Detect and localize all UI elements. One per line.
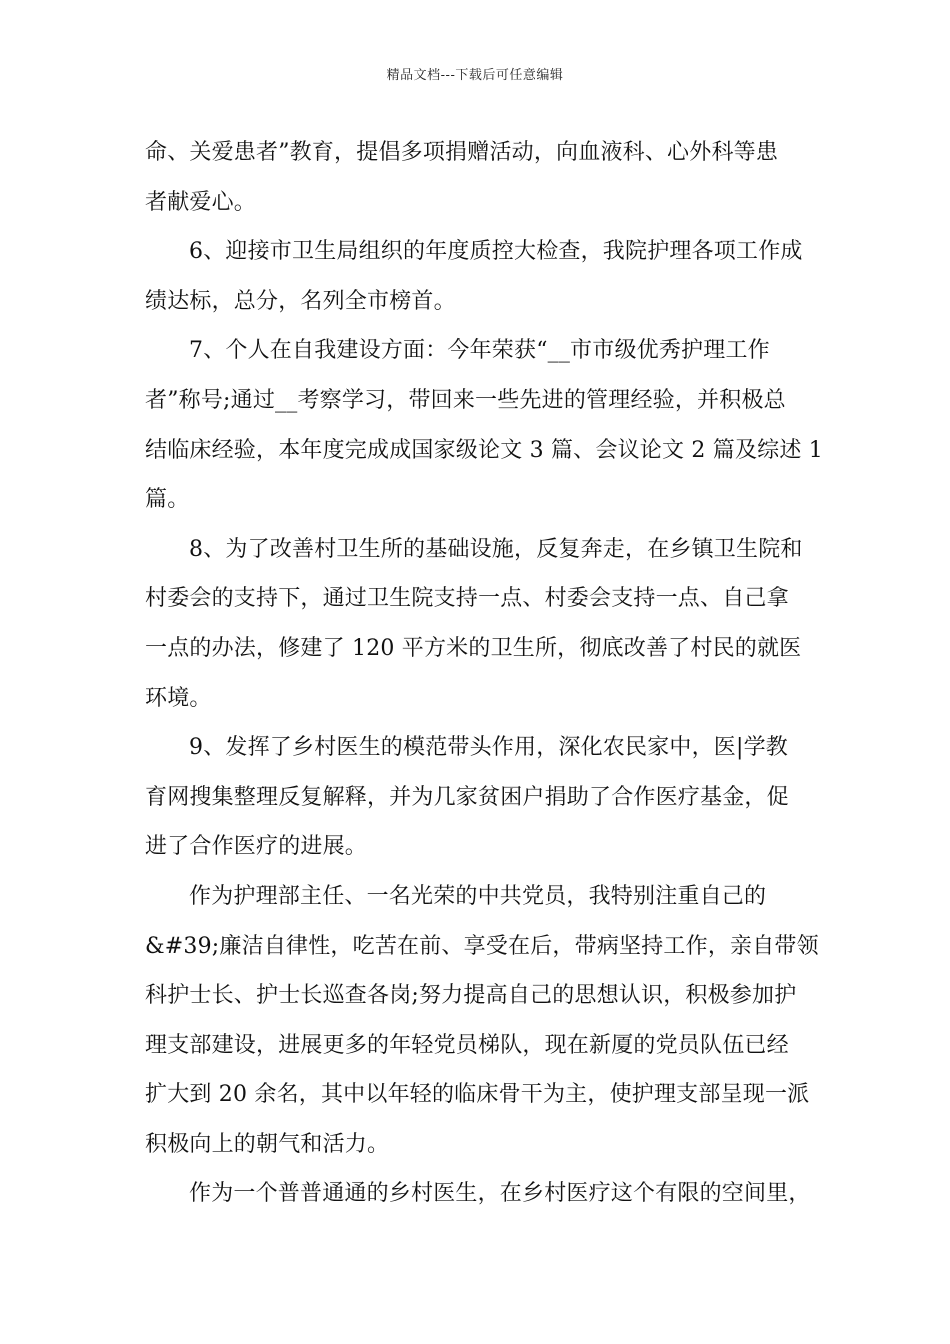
- text-line: 村委会的支持下，通过卫生院支持一点、村委会支持一点、自己拿: [145, 586, 789, 612]
- text-line: 者献爱心。: [145, 189, 257, 215]
- text-line: 科护士长、护士长巡查各岗;努力提高自己的思想认识，积极参加护: [145, 983, 797, 1009]
- text-line: 6、迎接市卫生局组织的年度质控大检查，我院护理各项工作成: [189, 239, 803, 265]
- text-line: 育网搜集整理反复解释，并为几家贫困户捐助了合作医疗基金，促: [145, 784, 789, 810]
- text-line: 命、关爱患者”教育，提倡多项捐赠活动，向血液科、心外科等患: [145, 140, 779, 165]
- text-line: 扩大到 20 余名，其中以年轻的临床骨干为主，使护理支部呈现一派: [145, 1082, 810, 1108]
- page-header: 精品文档---下载后可任意编辑: [386, 68, 564, 83]
- text-line: 者”称号;通过__考察学习，带回来一些先进的管理经验，并积极总: [145, 387, 786, 413]
- text-line: 作为护理部主任、一名光荣的中共党员，我特别注重自己的: [189, 883, 767, 909]
- text-line: 8、为了改善村卫生所的基础设施，反复奔走，在乡镇卫生院和: [189, 536, 803, 562]
- text-line: 结临床经验，本年度完成成国家级论文 3 篇、会议论文 2 篇及综述 1: [145, 437, 823, 463]
- text-line: 理支部建设，进展更多的年轻党员梯队，现在新厦的党员队伍已经: [145, 1032, 789, 1058]
- text-line: 一点的办法，修建了 120 平方米的卫生所，彻底改善了村民的就医: [145, 635, 802, 661]
- text-line: 绩达标，总分，名列全市榜首。: [145, 288, 456, 314]
- text-line: 9、发挥了乡村医生的模范带头作用，深化农民家中，医|学教: [189, 735, 789, 761]
- document-body: [145, 128, 823, 1219]
- text-line: 进了合作医疗的进展。: [145, 834, 368, 860]
- text-line: 积极向上的朝气和活力。: [145, 1131, 390, 1157]
- text-line: 篇。: [145, 487, 190, 513]
- text-line: &#39;廉洁自律性，吃苦在前、享受在后，带病坚持工作，亲自带领: [145, 933, 819, 959]
- text-line: 7、个人在自我建设方面：今年荣获“__市市级优秀护理工作: [189, 338, 770, 364]
- text-line: 作为一个普普通通的乡村医生，在乡村医疗这个有限的空间里，: [189, 1181, 811, 1207]
- text-line: 环境。: [145, 685, 212, 711]
